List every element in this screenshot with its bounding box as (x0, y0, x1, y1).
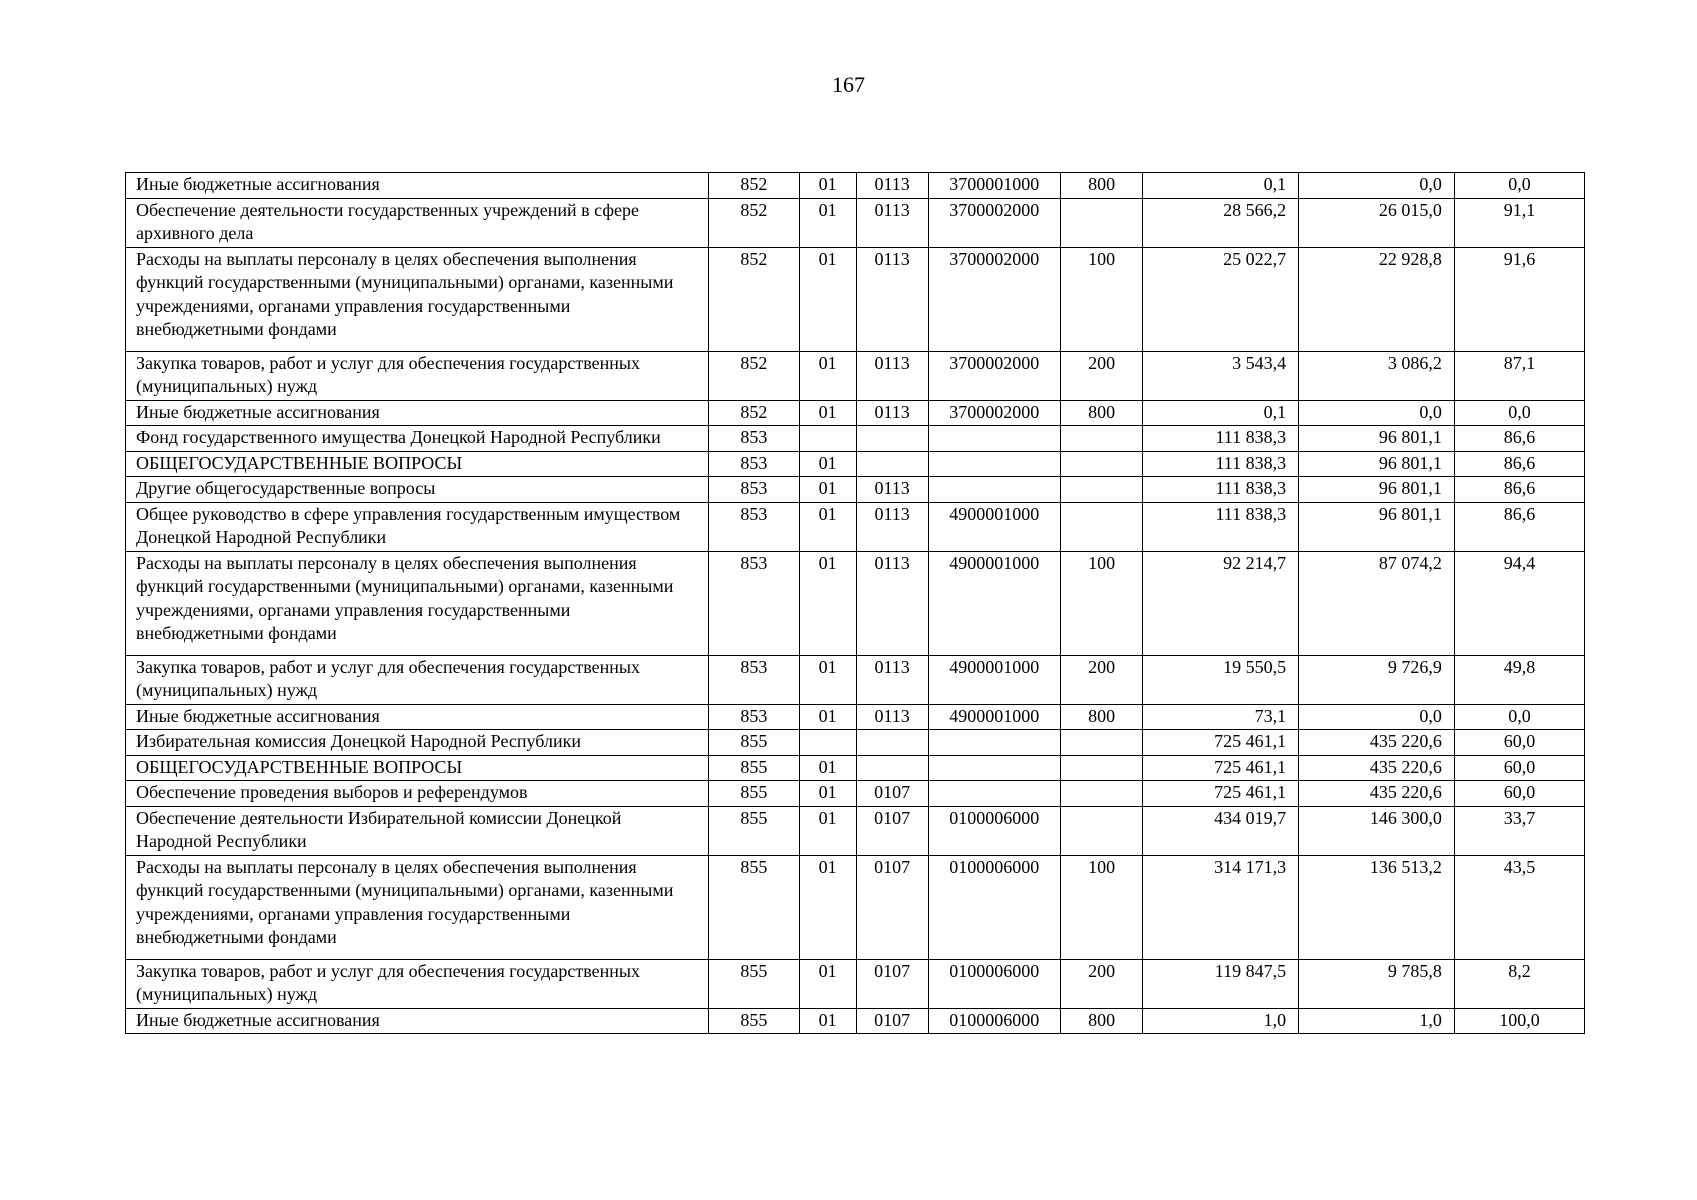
ministry-code-cell: 853 (708, 426, 799, 452)
expense-type-cell (1060, 730, 1143, 756)
expense-type-cell: 800 (1060, 1008, 1143, 1034)
item-name-cell: ОБЩЕГОСУДАРСТВЕННЫЕ ВОПРОСЫ (126, 755, 709, 781)
subsection-code-cell: 0113 (856, 173, 928, 199)
execution-percent-cell: 86,6 (1454, 451, 1584, 477)
table-row (126, 781, 1585, 807)
actual-amount-cell: 9 785,8 (1299, 959, 1455, 1008)
subsection-code-cell: 0113 (856, 351, 928, 400)
section-code-cell: 01 (799, 351, 856, 400)
execution-percent-cell: 0,0 (1454, 173, 1584, 199)
section-code-cell: 01 (799, 451, 856, 477)
actual-amount-cell: 1,0 (1299, 1008, 1455, 1034)
table-body (126, 173, 1585, 1034)
item-name-cell: Общее руководство в сфере управления государственным имуществом Донецкой Народной Республики (126, 502, 709, 551)
section-code-cell: 01 (799, 855, 856, 959)
table-row (126, 1008, 1585, 1034)
expense-type-cell (1060, 198, 1143, 247)
actual-amount-cell: 87 074,2 (1299, 551, 1455, 655)
item-name-cell: Иные бюджетные ассигнования (126, 704, 709, 730)
plan-amount-cell: 111 838,3 (1143, 477, 1299, 503)
table-row (126, 806, 1585, 855)
actual-amount-cell: 435 220,6 (1299, 755, 1455, 781)
item-name-cell: Расходы на выплаты персоналу в целях обеспечения выполнения функций государственными (муниципальными) органами, казенными учреждениями, органами управления государственными внебюджетными фондами (126, 551, 709, 655)
execution-percent-cell: 8,2 (1454, 959, 1584, 1008)
ministry-code-cell: 855 (708, 806, 799, 855)
table-row (126, 451, 1585, 477)
plan-amount-cell: 28 566,2 (1143, 198, 1299, 247)
item-name-cell: Избирательная комиссия Донецкой Народной Республики (126, 730, 709, 756)
execution-percent-cell: 0,0 (1454, 704, 1584, 730)
execution-percent-cell: 94,4 (1454, 551, 1584, 655)
execution-percent-cell: 0,0 (1454, 400, 1584, 426)
table-row (126, 551, 1585, 655)
actual-amount-cell: 9 726,9 (1299, 655, 1455, 704)
expense-type-cell: 200 (1060, 655, 1143, 704)
execution-percent-cell: 91,6 (1454, 247, 1584, 351)
target-article-cell (928, 730, 1060, 756)
execution-percent-cell: 49,8 (1454, 655, 1584, 704)
plan-amount-cell: 434 019,7 (1143, 806, 1299, 855)
section-code-cell: 01 (799, 959, 856, 1008)
subsection-code-cell (856, 426, 928, 452)
execution-percent-cell: 33,7 (1454, 806, 1584, 855)
expense-type-cell (1060, 451, 1143, 477)
section-code-cell: 01 (799, 477, 856, 503)
section-code-cell (799, 730, 856, 756)
ministry-code-cell: 855 (708, 1008, 799, 1034)
item-name-cell: Закупка товаров, работ и услуг для обеспечения государственных (муниципальных) нужд (126, 655, 709, 704)
expense-type-cell (1060, 806, 1143, 855)
expense-type-cell (1060, 477, 1143, 503)
section-code-cell: 01 (799, 551, 856, 655)
subsection-code-cell (856, 755, 928, 781)
target-article-cell: 4900001000 (928, 502, 1060, 551)
execution-percent-cell: 43,5 (1454, 855, 1584, 959)
plan-amount-cell: 73,1 (1143, 704, 1299, 730)
table-row (126, 730, 1585, 756)
table-row (126, 704, 1585, 730)
subsection-code-cell: 0107 (856, 855, 928, 959)
expense-type-cell (1060, 502, 1143, 551)
target-article-cell (928, 451, 1060, 477)
actual-amount-cell: 96 801,1 (1299, 451, 1455, 477)
page-number: 167 (832, 72, 865, 97)
actual-amount-cell: 26 015,0 (1299, 198, 1455, 247)
subsection-code-cell (856, 730, 928, 756)
ministry-code-cell: 852 (708, 173, 799, 199)
table-row (126, 426, 1585, 452)
expense-type-cell (1060, 755, 1143, 781)
expense-type-cell (1060, 781, 1143, 807)
table-row (126, 755, 1585, 781)
actual-amount-cell: 136 513,2 (1299, 855, 1455, 959)
target-article-cell: 3700002000 (928, 247, 1060, 351)
plan-amount-cell: 0,1 (1143, 173, 1299, 199)
expense-type-cell: 800 (1060, 400, 1143, 426)
subsection-code-cell: 0107 (856, 1008, 928, 1034)
ministry-code-cell: 852 (708, 400, 799, 426)
table-row (126, 173, 1585, 199)
plan-amount-cell: 1,0 (1143, 1008, 1299, 1034)
section-code-cell: 01 (799, 755, 856, 781)
target-article-cell: 3700002000 (928, 351, 1060, 400)
execution-percent-cell: 60,0 (1454, 730, 1584, 756)
plan-amount-cell: 314 171,3 (1143, 855, 1299, 959)
ministry-code-cell: 855 (708, 959, 799, 1008)
section-code-cell: 01 (799, 806, 856, 855)
execution-percent-cell: 86,6 (1454, 426, 1584, 452)
item-name-cell: Обеспечение деятельности Избирательной комиссии Донецкой Народной Республики (126, 806, 709, 855)
ministry-code-cell: 855 (708, 730, 799, 756)
actual-amount-cell: 3 086,2 (1299, 351, 1455, 400)
plan-amount-cell: 19 550,5 (1143, 655, 1299, 704)
actual-amount-cell: 96 801,1 (1299, 477, 1455, 503)
item-name-cell: Закупка товаров, работ и услуг для обеспечения государственных (муниципальных) нужд (126, 351, 709, 400)
actual-amount-cell: 146 300,0 (1299, 806, 1455, 855)
table-row (126, 502, 1585, 551)
target-article-cell: 0100006000 (928, 1008, 1060, 1034)
ministry-code-cell: 852 (708, 351, 799, 400)
target-article-cell: 3700001000 (928, 173, 1060, 199)
table-row (126, 247, 1585, 351)
subsection-code-cell: 0113 (856, 198, 928, 247)
actual-amount-cell: 22 928,8 (1299, 247, 1455, 351)
item-name-cell: Обеспечение проведения выборов и референдумов (126, 781, 709, 807)
item-name-cell: Расходы на выплаты персоналу в целях обеспечения выполнения функций государственными (муниципальными) органами, казенными учреждениями, органами управления государственными внебюджетными фондами (126, 855, 709, 959)
plan-amount-cell: 111 838,3 (1143, 451, 1299, 477)
execution-percent-cell: 87,1 (1454, 351, 1584, 400)
plan-amount-cell: 3 543,4 (1143, 351, 1299, 400)
actual-amount-cell: 96 801,1 (1299, 502, 1455, 551)
execution-percent-cell: 60,0 (1454, 781, 1584, 807)
target-article-cell (928, 426, 1060, 452)
actual-amount-cell: 435 220,6 (1299, 781, 1455, 807)
subsection-code-cell: 0113 (856, 502, 928, 551)
item-name-cell: ОБЩЕГОСУДАРСТВЕННЫЕ ВОПРОСЫ (126, 451, 709, 477)
ministry-code-cell: 855 (708, 855, 799, 959)
table-row (126, 351, 1585, 400)
expense-type-cell: 100 (1060, 855, 1143, 959)
item-name-cell: Иные бюджетные ассигнования (126, 400, 709, 426)
expense-type-cell: 800 (1060, 704, 1143, 730)
actual-amount-cell: 0,0 (1299, 173, 1455, 199)
target-article-cell: 0100006000 (928, 959, 1060, 1008)
ministry-code-cell: 855 (708, 755, 799, 781)
target-article-cell: 0100006000 (928, 806, 1060, 855)
table-row (126, 959, 1585, 1008)
actual-amount-cell: 0,0 (1299, 400, 1455, 426)
subsection-code-cell: 0107 (856, 781, 928, 807)
target-article-cell: 3700002000 (928, 198, 1060, 247)
item-name-cell: Другие общегосударственные вопросы (126, 477, 709, 503)
actual-amount-cell: 435 220,6 (1299, 730, 1455, 756)
target-article-cell: 3700002000 (928, 400, 1060, 426)
subsection-code-cell: 0113 (856, 655, 928, 704)
expense-type-cell: 200 (1060, 351, 1143, 400)
target-article-cell: 4900001000 (928, 704, 1060, 730)
ministry-code-cell: 852 (708, 198, 799, 247)
item-name-cell: Иные бюджетные ассигнования (126, 1008, 709, 1034)
plan-amount-cell: 111 838,3 (1143, 502, 1299, 551)
expense-type-cell (1060, 426, 1143, 452)
section-code-cell: 01 (799, 502, 856, 551)
execution-percent-cell: 86,6 (1454, 502, 1584, 551)
ministry-code-cell: 853 (708, 655, 799, 704)
actual-amount-cell: 0,0 (1299, 704, 1455, 730)
target-article-cell: 4900001000 (928, 551, 1060, 655)
subsection-code-cell (856, 451, 928, 477)
ministry-code-cell: 853 (708, 477, 799, 503)
section-code-cell: 01 (799, 1008, 856, 1034)
plan-amount-cell: 0,1 (1143, 400, 1299, 426)
expense-type-cell: 800 (1060, 173, 1143, 199)
table-row (126, 655, 1585, 704)
section-code-cell: 01 (799, 655, 856, 704)
section-code-cell: 01 (799, 173, 856, 199)
subsection-code-cell: 0113 (856, 247, 928, 351)
item-name-cell: Фонд государственного имущества Донецкой Народной Республики (126, 426, 709, 452)
ministry-code-cell: 853 (708, 551, 799, 655)
item-name-cell: Расходы на выплаты персоналу в целях обеспечения выполнения функций государственными (муниципальными) органами, казенными учреждениями, органами управления государственными внебюджетными фондами (126, 247, 709, 351)
subsection-code-cell: 0113 (856, 477, 928, 503)
target-article-cell (928, 477, 1060, 503)
plan-amount-cell: 725 461,1 (1143, 781, 1299, 807)
item-name-cell: Иные бюджетные ассигнования (126, 173, 709, 199)
table-row (126, 855, 1585, 959)
plan-amount-cell: 119 847,5 (1143, 959, 1299, 1008)
subsection-code-cell: 0113 (856, 704, 928, 730)
subsection-code-cell: 0113 (856, 551, 928, 655)
budget-table (125, 172, 1585, 1034)
execution-percent-cell: 100,0 (1454, 1008, 1584, 1034)
subsection-code-cell: 0107 (856, 806, 928, 855)
table-row (126, 477, 1585, 503)
plan-amount-cell: 25 022,7 (1143, 247, 1299, 351)
subsection-code-cell: 0113 (856, 400, 928, 426)
actual-amount-cell: 96 801,1 (1299, 426, 1455, 452)
item-name-cell: Закупка товаров, работ и услуг для обеспечения государственных (муниципальных) нужд (126, 959, 709, 1008)
subsection-code-cell: 0107 (856, 959, 928, 1008)
plan-amount-cell: 725 461,1 (1143, 730, 1299, 756)
expense-type-cell: 100 (1060, 247, 1143, 351)
section-code-cell: 01 (799, 704, 856, 730)
target-article-cell (928, 781, 1060, 807)
ministry-code-cell: 853 (708, 451, 799, 477)
plan-amount-cell: 725 461,1 (1143, 755, 1299, 781)
expense-type-cell: 100 (1060, 551, 1143, 655)
section-code-cell (799, 426, 856, 452)
target-article-cell: 0100006000 (928, 855, 1060, 959)
execution-percent-cell: 86,6 (1454, 477, 1584, 503)
plan-amount-cell: 92 214,7 (1143, 551, 1299, 655)
section-code-cell: 01 (799, 198, 856, 247)
ministry-code-cell: 855 (708, 781, 799, 807)
execution-percent-cell: 91,1 (1454, 198, 1584, 247)
ministry-code-cell: 852 (708, 247, 799, 351)
expense-type-cell: 200 (1060, 959, 1143, 1008)
plan-amount-cell: 111 838,3 (1143, 426, 1299, 452)
ministry-code-cell: 853 (708, 502, 799, 551)
target-article-cell: 4900001000 (928, 655, 1060, 704)
section-code-cell: 01 (799, 781, 856, 807)
execution-percent-cell: 60,0 (1454, 755, 1584, 781)
item-name-cell: Обеспечение деятельности государственных учреждений в сфере архивного дела (126, 198, 709, 247)
ministry-code-cell: 853 (708, 704, 799, 730)
section-code-cell: 01 (799, 400, 856, 426)
table-row (126, 198, 1585, 247)
table-row (126, 400, 1585, 426)
section-code-cell: 01 (799, 247, 856, 351)
target-article-cell (928, 755, 1060, 781)
